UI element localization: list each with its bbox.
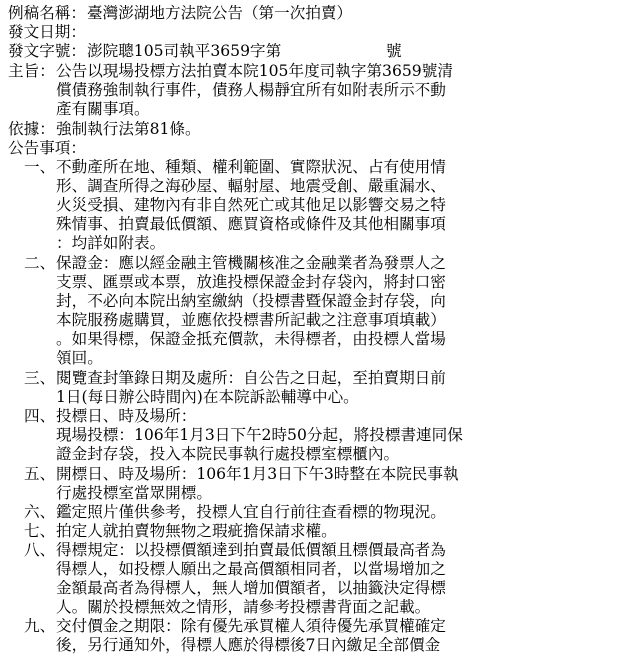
notice-label: 公告事項： xyxy=(8,139,86,157)
item-number: 八、 xyxy=(24,541,56,559)
item-text: 鑑定照片僅供參考，投標人宜自行前往查看標的物現況。 xyxy=(56,503,446,521)
subject-text: 償債務強制執行事件，債務人楊靜宜所有如附表所示不動 xyxy=(56,81,446,99)
basis-label: 依據： xyxy=(8,120,55,138)
item-9-line xyxy=(0,634,630,656)
item-number: 九、 xyxy=(24,617,56,635)
basis-text: 強制執行法第81條。 xyxy=(56,120,201,138)
subject-line-3 xyxy=(0,98,630,120)
item-number: 四、 xyxy=(24,407,56,425)
item-text: 交付價金之期限：除有優先承買權人須待優先承買權確定 xyxy=(56,617,446,635)
item-text: 形、調查所得之海砂屋、輻射屋、地震受創、嚴重漏水、 xyxy=(56,177,446,195)
item-text: 。如果得標，保證金抵充價款，未得標者，由投標人當場 xyxy=(56,330,446,348)
subject-text: 公告以現場投標方法拍賣本院105年度司執字第3659號清 xyxy=(56,62,453,80)
example-label: 例稿名稱： xyxy=(8,4,86,22)
item-text: 本院服務處購買，並應依投標書所記載之注意事項填載） xyxy=(56,311,446,329)
item-text: 開標日、時及場所：106年1月3日下午3時整在本院民事執 xyxy=(56,465,459,483)
item-text: 保證金：應以經金融主管機關核准之金融業者為發票人之 xyxy=(56,254,446,272)
item-text: ：均詳如附表。 xyxy=(56,234,166,252)
item-text: 投標日、時及場所： xyxy=(56,407,197,425)
item-text: 支票、匯票或本票，放進投標保證金封存袋內，將封口密 xyxy=(56,273,446,291)
item-text: 得標人，如投標人願出之最高價額相同者，以當場增加之 xyxy=(56,560,446,578)
item-text: 現場投標：106年1月3日下午2時50分起，將投標書連同保 xyxy=(56,426,463,444)
subject-label: 主旨： xyxy=(8,62,55,80)
item-text: 人。關於投標無效之情形，請參考投標書背面之記載。 xyxy=(56,598,431,616)
item-text: 拍定人就拍賣物無物之瑕疵擔保請求權。 xyxy=(56,522,337,540)
item-text: 封，不必向本院出納室繳納（投標書暨保證金封存袋，向 xyxy=(56,292,446,310)
item-text: 不動產所在地、種類、權利範圍、實際狀況、占有使用情 xyxy=(56,158,446,176)
number-value: 澎院聰105司執平3659字第 xyxy=(87,42,282,60)
item-text: 後，另行通知外，得標人應於得標後7日內繳足全部價金 xyxy=(56,636,441,654)
item-number: 五、 xyxy=(24,465,56,483)
item-text: 行處投標室當眾開標。 xyxy=(56,484,212,502)
item-text: 證金封存袋，投入本院民事執行處投標室標櫃內。 xyxy=(56,445,400,463)
number-suffix: 號 xyxy=(386,42,402,60)
item-number: 七、 xyxy=(24,522,56,540)
item-2-line xyxy=(0,347,630,369)
item-4-line xyxy=(0,443,630,465)
date-label: 發文日期： xyxy=(8,23,86,41)
item-1-line xyxy=(0,232,630,254)
item-text: 火災受損、建物內有非自然死亡或其他足以影響交易之特 xyxy=(56,196,446,214)
item-number: 二、 xyxy=(24,254,56,272)
header-number-line xyxy=(0,40,630,62)
item-text: 1日(每日辦公時間內)在本院訴訟輔導中心。 xyxy=(56,388,359,406)
item-text: 領回。 xyxy=(56,349,103,367)
item-text: 得標規定：以投標價額達到拍賣最低價額且標價最高者為 xyxy=(56,541,446,559)
item-number: 三、 xyxy=(24,369,56,387)
subject-text: 產有關事項。 xyxy=(56,100,150,118)
item-text: 殊情事、拍賣最低價額、應買資格或條件及其他相關事項 xyxy=(56,215,446,233)
item-text: 閱覽查封筆錄日期及處所：自公告之日起，至拍賣期日前 xyxy=(56,369,446,387)
item-text: 金額最高者為得標人，無人增加價額者，以抽籤決定得標 xyxy=(56,579,446,597)
example-title: 臺灣澎湖地方法院公告（第一次拍賣） xyxy=(87,4,353,22)
number-label: 發文字號： xyxy=(8,42,86,60)
item-number: 一、 xyxy=(24,158,56,176)
item-number: 六、 xyxy=(24,503,56,521)
